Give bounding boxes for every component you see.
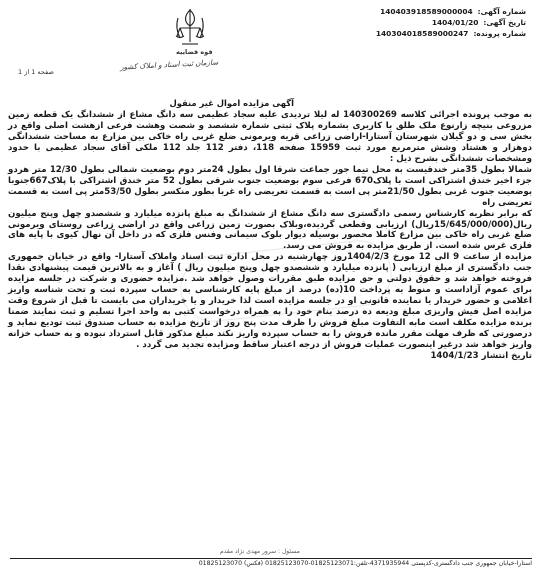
body-paragraph: به موجب پرونده اجرائی کلاسه 140300269 له لیلا تردیدی علیه سجاد عظیمی سه دانگ مشاع از ششدانگ یک قطعه زمین مزروعی بنیچه زارنوع ملک طلق با کاربری بشماره پلاک ثبتی شماره ششصد و شصت وهشت فرعی ازهشت اصلی واقع در بخش سی و دو گیلان شهرستان آستارا-اراضی زراعی قریه ویرمونی ضلع غربی راه خاکی بین مزارع به مساحت ششدانگی دوهزار و هشتاد وشش مترمربع مورد ثبت 15959 صفحه 118، دفتر 112 جلد 112 ملکی آقای سجاد عظیمی با حدود ومشخصات ششدانگی بشرح ذیل :: [8, 110, 532, 164]
judiciary-emblem-icon: [172, 6, 208, 48]
body-paragraph: مزایده از ساعت 9 الی 12 مورخ 1404/2/3روز چهارشنبه در محل اداره ثبت اسناد واملاک آستارا- واقع در خیابان جمهوری جنب دادگستری از مبلغ ارزیابی ( پانزده میلیارد و ششصدو چهل وپنج میلیون ریال ) آغاز و به بالاترین قیمت پیشنهادی نقدا فروخته خواهد شد و حقوق دولتی و حق مزایده طبق مقررات وصول خواهد شد .مزایده حضوری و شرکت در جلسه مزایده برای عموم آزاداست و منوط به پرداخت 10(ده) درصد از مبلغ پایه کارشناسی به حساب سپرده ثبت و تحت شناسه واریز اعلامی و حضور خریدار یا نماینده قانونی او در جلسه مزایده است لذا خریدار و یا خریداران می بایست تا قبل از شروع وقت مزایده اصل فیش واریزی مبلغ ودیعه ده درصد بنام خود را به همراه درخواست کتبی به واحد اجرا تسلیم و ثبت نمایند ضمنا برنده مزایده مکلف است مابه التفاوت مبلغ فروش را ظرف مدت پنج روز از تاریخ مزایده به حساب صندوق ثبت تودیع نماید و درصورتی که ظرف مهلت مقرر مانده فروش را به حساب سپرده واریز نکند مبلغ مذکور قابل استرداد نبوده و به حساب خزانه واریز خواهد شد درغیر اینصورت عملیات فروش از درجه اعتبار ساقط ومزایده تجدید می گردد .: [8, 252, 532, 351]
notice-body: [8, 110, 532, 362]
footer-divider: [10, 558, 532, 559]
body-paragraph: شمالا بطول 35متر خندقیست به محل تیما جور جماعت شرقا اول بطول 24متر دوم بوضعیت شمالی بطول 12/30 متر هردو جزء اخیر خندق اشتراکی است با پلاک670 فرعی سوم بوضعیت جنوب شرقی بطول 52 متر خندق اشتراکی با پلاک667جنوبا بوضعیت جنوب غربی بطول 21/50متر پی است به قسمت تعریضی راه غربا بطور منکسر بطول 53/50متر پی است به قسمت تعریضی راه: [8, 164, 533, 208]
org-name: سازمان ثبت اسناد و املاک کشور: [119, 57, 219, 72]
body-paragraph: که برابر نظریه کارشناس رسمی دادگستری سه دانگ مشاع از ششدانگ به مبلغ پانزده میلیارد و ششصدو چهل وپنج میلیون ریال(15/645/000/000ریال) ارزیابی وقطعی گردیده،وبلاک بصورت زمین زراعی واقع در اراضی زراعی روستای ویرمونی ضلع غربی راه خاکی بین مزارع کاملا محصور بوسیله دیوار بلوک سیمانی وفنس فلزی که در داخل آن نهال کیوی با پایه های فلزی غرس شده است. از طریق مزایده به فروش می رسد.: [8, 208, 532, 252]
notice-date-row: [256, 17, 526, 28]
notice-date-label: تاریخ آگهی:: [483, 18, 526, 27]
notice-number: 140403918589000004: [380, 7, 473, 16]
notice-date: 1404/01/20: [431, 18, 479, 27]
notice-number-label: شماره آگهی:: [477, 7, 526, 16]
notice-meta: [256, 6, 526, 39]
page-number: صفحه 1 از 1: [18, 68, 54, 76]
publication-date: تاریخ انتشار 1404/1/23: [430, 350, 532, 361]
document-title: آگهی مزایده اموال غیر منقول: [169, 98, 294, 108]
footer-address: آستارا-خیابان جمهوری جنب دادگستری-کدپستی 4371935944-تلفن:01825123071-01825123070 (فکس) 01825123070: [198, 560, 532, 567]
file-number-label: شماره پرونده:: [473, 29, 526, 38]
file-number: 140304018589000247: [375, 29, 469, 38]
signature-line: مسئول : سرور مهدی نژاد مقدم: [220, 548, 300, 555]
file-number-row: [256, 28, 526, 39]
notice-number-row: [256, 6, 526, 17]
org-title: قوه قضاییه: [176, 48, 213, 56]
